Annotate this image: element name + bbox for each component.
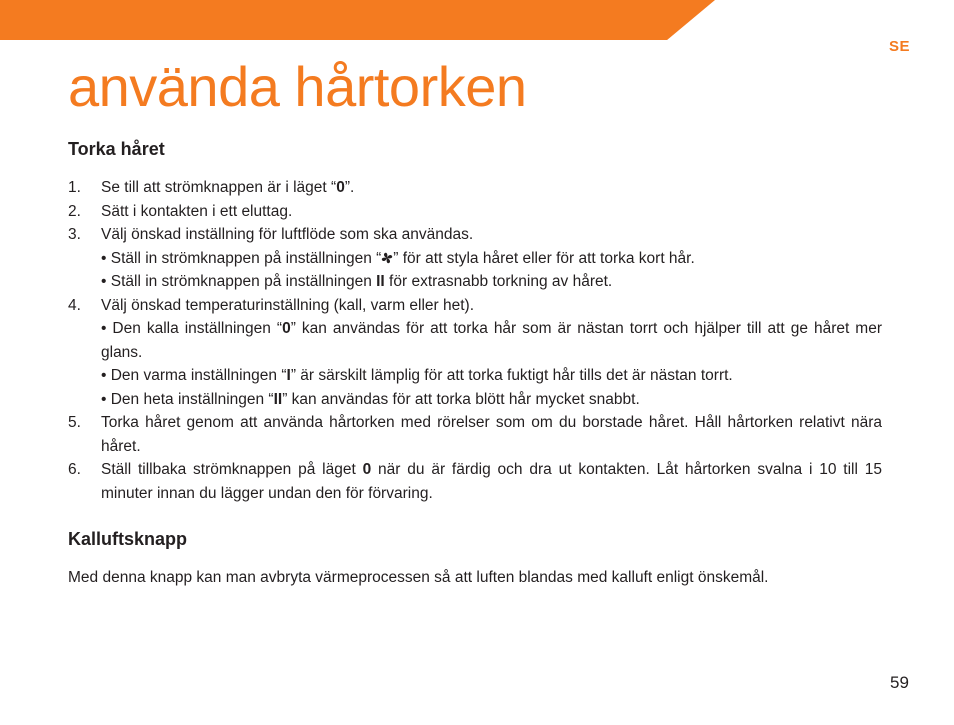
setting-symbol: 0 <box>336 179 345 196</box>
kalluft-paragraph: Med denna knapp kan man avbryta värmeprocessen så att luften blandas med kalluft enligt önskemål. <box>68 569 769 586</box>
sub-item-text: ” är särskilt lämplig för att torka fuktigt hår tills det är nästan torrt. <box>290 367 733 384</box>
list-item <box>68 411 882 458</box>
item-text: Välj önskad inställning för luftflöde som ska användas. <box>101 226 474 243</box>
language-label: SE <box>889 38 911 55</box>
item-number: 4. <box>68 296 81 314</box>
sub-item-text: ” för att styla håret eller för att torka kort hår. <box>393 249 695 267</box>
item-number: 3. <box>68 226 81 243</box>
item-text: ”. <box>344 179 355 196</box>
list-item <box>68 458 882 505</box>
sub-item-text: ” kan användas för att torka hår som är nästan torrt och hjälper till att ge håret mer glans. <box>101 320 882 361</box>
setting-symbol: II <box>376 273 385 290</box>
item-text: Torka håret genom att använda hårtorken med rörelser som om du borstade håret. Håll hårtorken relativt nära håret. <box>101 414 882 455</box>
sub-item-text: • Den heta inställningen “ <box>101 390 274 408</box>
section-heading-kalluft: Kalluftsknapp <box>68 529 188 549</box>
sub-item-text: för extrasnabb torkning av håret. <box>384 273 613 290</box>
item-text: Sätt i kontakten i ett eluttag. <box>101 202 293 220</box>
page-title: använda hårtorken <box>68 55 527 118</box>
item-text: Ställ tillbaka strömknappen på läget <box>101 461 363 478</box>
sub-item-text: • Den kalla inställningen “ <box>101 320 283 337</box>
item-text: när du är färdig och dra ut kontakten. Låt hårtorken svalna i 10 till 15 minuter innan du lägger undan den för förvaring. <box>101 461 882 502</box>
item-text: Se till att strömknappen är i läget “ <box>101 179 337 196</box>
sub-item-text: • Den varma inställningen “ <box>101 367 287 384</box>
item-number: 6. <box>68 461 81 478</box>
list-item <box>68 200 882 224</box>
list-item <box>68 294 882 412</box>
page-number: 59 <box>890 673 909 692</box>
setting-symbol: 0 <box>362 461 372 478</box>
sub-item-text: • Ställ in strömknappen på inställningen “ <box>101 249 382 267</box>
item-number: 5. <box>68 414 81 431</box>
fan-icon <box>381 252 393 264</box>
setting-symbol: I <box>286 367 291 384</box>
instruction-list <box>68 176 882 505</box>
sub-item-text: ” kan användas för att torka blött hår mycket snabbt. <box>282 390 640 408</box>
list-item <box>68 223 882 294</box>
item-number: 1. <box>68 179 81 196</box>
list-item <box>68 176 882 200</box>
setting-symbol: 0 <box>282 320 291 337</box>
item-number: 2. <box>68 202 81 220</box>
header-accent-band <box>0 0 715 40</box>
sub-item-text: • Ställ in strömknappen på inställningen <box>101 273 377 290</box>
item-text: Välj önskad temperaturinställning (kall, varm eller het). <box>101 296 475 314</box>
setting-symbol: II <box>273 390 283 408</box>
section-heading-torka: Torka håret <box>68 139 165 159</box>
